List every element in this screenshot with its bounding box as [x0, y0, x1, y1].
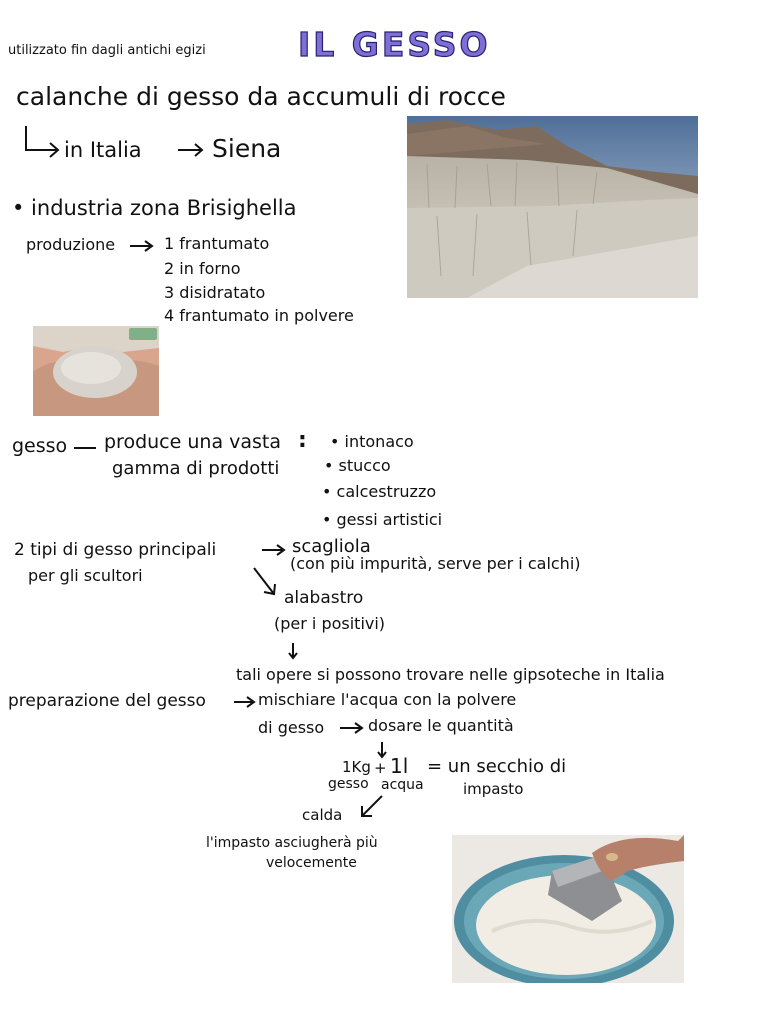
preparation-line: mischiare l'acqua con la polvere	[258, 690, 517, 709]
industry-line: • industria zona Brisighella	[12, 196, 297, 220]
result-line: l'impasto asciugherà più	[206, 835, 378, 851]
page-title: IL GESSO	[298, 25, 491, 64]
calda-label: calda	[302, 806, 343, 824]
products-line: produce una vasta	[104, 431, 282, 453]
liter-value: 1l	[390, 754, 409, 778]
types-line: 2 tipi di gesso principali	[14, 540, 217, 560]
gesso-label: gesso	[12, 435, 68, 457]
production-step: 3 disidratato	[164, 283, 266, 302]
production-step: 1 frantumato	[164, 234, 270, 253]
arrow-down-icon	[286, 641, 300, 661]
hook-arrow-icon	[22, 124, 62, 158]
scagliola-label: scagliola	[292, 536, 371, 557]
alabastro-note: (per i positivi)	[274, 614, 386, 633]
production-step: 4 frantumato in polvere	[164, 306, 354, 325]
types-line: per gli scultori	[28, 566, 143, 585]
gesso-sublabel: gesso	[328, 776, 369, 792]
alabastro-label: alabastro	[284, 588, 364, 608]
preparation-label: preparazione del gesso	[8, 691, 206, 711]
product-item: • calcestruzzo	[322, 482, 437, 501]
plus-sign: +	[374, 759, 387, 777]
production-step: 2 in forno	[164, 259, 241, 278]
preparation-line: di gesso	[258, 718, 325, 737]
arrow-right-icon	[338, 720, 366, 736]
arrow-right-icon	[260, 542, 288, 558]
intro-line: calanche di gesso da accumuli di rocce	[16, 82, 506, 111]
gypsum-powder-photo	[33, 326, 159, 416]
arrow-right-icon	[176, 140, 206, 160]
result-line: velocemente	[266, 855, 357, 871]
subtitle: utilizzato fin dagli antichi egizi	[8, 43, 206, 58]
kg-value: 1Kg	[342, 758, 371, 776]
arrow-right-icon	[128, 238, 158, 254]
impasto-label: impasto	[463, 780, 524, 798]
preparation-line: dosare le quantità	[368, 716, 514, 735]
product-item: • stucco	[324, 456, 391, 475]
arrow-down-icon	[375, 740, 389, 760]
colon-mark: :	[298, 428, 307, 453]
plaster-bucket-photo	[452, 835, 684, 983]
arrow-down-right-icon	[250, 566, 280, 598]
arrow-right-icon	[232, 694, 258, 710]
arrow-down-left-icon	[358, 794, 386, 820]
equals-line: = un secchio di	[427, 756, 567, 777]
quarry-photo	[407, 116, 698, 298]
scagliola-note: (con più impurità, serve per i calchi)	[290, 554, 581, 573]
gipsoteche-line: tali opere si possono trovare nelle gipsoteche in Italia	[236, 665, 665, 684]
italy-label: in Italia	[64, 138, 142, 162]
products-line: gamma di prodotti	[112, 458, 280, 479]
siena-label: Siena	[212, 134, 282, 163]
acqua-sublabel: acqua	[381, 777, 424, 793]
product-item: • gessi artistici	[322, 510, 443, 529]
dash-line	[74, 445, 98, 451]
production-label: produzione	[26, 235, 116, 254]
product-item: • intonaco	[330, 432, 414, 451]
